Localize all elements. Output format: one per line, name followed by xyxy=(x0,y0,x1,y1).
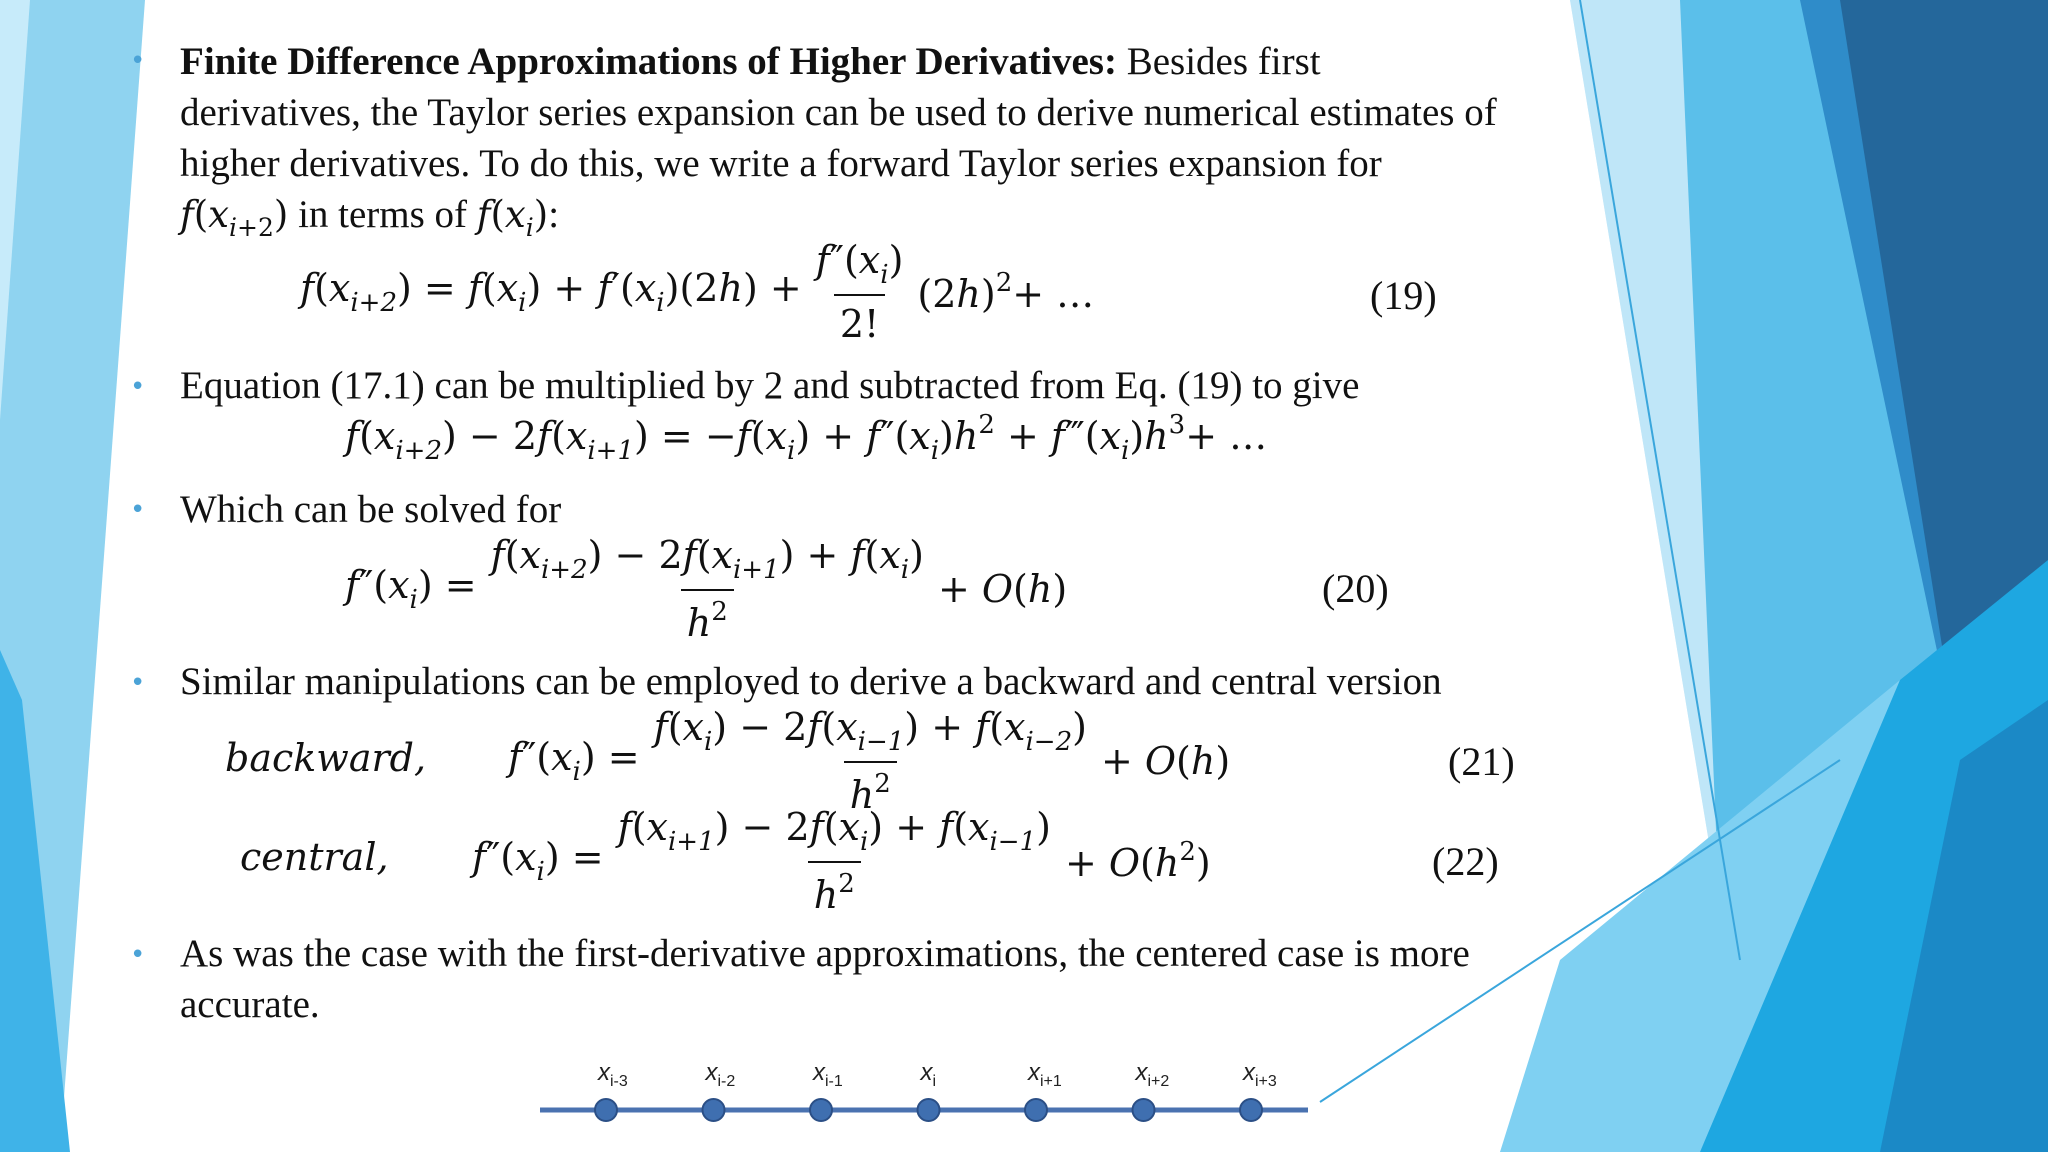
grid-node-label: $x_{i+1}$ xyxy=(1028,1059,1062,1090)
grid-node-point xyxy=(810,1099,832,1121)
equation-20: $f''(x_i)$ = $\frac{f(x_{i+2}) - 2f(x_{i+1}) + f(x_i)}{h^2}$ + O(h) xyxy=(345,533,1068,645)
grid-node-label: $x_{i-1}$ xyxy=(813,1059,843,1090)
equation-22-number: (22) xyxy=(1432,839,1499,884)
bullet-1-line4: $f(x_{i+2})$ in terms of $f(x_i)$: xyxy=(180,193,560,242)
grid-points-diagram xyxy=(540,1050,1320,1150)
grid-node-point xyxy=(1025,1099,1047,1121)
bullet-2-text: Equation (17.1) can be multiplied by 2 and subtracted from Eq. (19) to give xyxy=(180,364,1360,407)
equation-17-combined: $f(x_{i+2}) - 2f(x_{i+1}) = -f(x_i) + f''(x_i)h^2$ + $f‴(x_i)h^3+$ … xyxy=(345,410,1268,466)
bullet-marker: • xyxy=(130,668,146,698)
grid-node-point xyxy=(703,1099,725,1121)
grid-node-point xyxy=(595,1099,617,1121)
grid-node-label: $x_{i+3}$ xyxy=(1243,1059,1277,1090)
bullet-1-line3: higher derivatives. To do this, we write a forward Taylor series expansion for xyxy=(180,142,1382,185)
equation-22: $f''(x_i)$ = $\frac{f(x_{i+1}) - 2f(x_i) + f(x_{i-1})}{h^2}$ + $O(h^2)$ xyxy=(472,805,1211,917)
bullet-4-text: Similar manipulations can be employed to derive a backward and central version xyxy=(180,660,1442,703)
bullet-5-line1: As was the case with the first-derivative approximations, the centered case is more xyxy=(180,932,1470,975)
bullet-3-text: Which can be solved for xyxy=(180,488,562,531)
equation-19-number: (19) xyxy=(1370,273,1437,318)
central-label: central, xyxy=(240,835,389,879)
bullet-1-line1: Besides first xyxy=(1116,40,1321,83)
grid-node-label: $x_{i-3}$ xyxy=(598,1059,628,1090)
bullet-1-text xyxy=(180,36,1497,253)
bullet-1-line2: derivatives, the Taylor series expansion can be used to derive numerical estimates of xyxy=(180,91,1497,134)
bullet-marker: • xyxy=(130,940,146,970)
equation-19: $f(x_{i+2}) = f(x_i) + f'(x_i)(2h)$ + $\frac{f''(x_i)}{2!}$ $(2h)^2+$ … xyxy=(300,238,1095,346)
backward-label: backward, xyxy=(225,736,427,780)
bullet-marker: • xyxy=(130,372,146,402)
equation-20-number: (20) xyxy=(1322,566,1389,611)
grid-node-point xyxy=(918,1099,940,1121)
grid-node-label: $x_{i-2}$ xyxy=(705,1059,736,1090)
bullet-5-text xyxy=(180,928,1470,1030)
bullet-marker: • xyxy=(130,495,146,525)
equation-21-number: (21) xyxy=(1448,739,1515,784)
grid-node-point xyxy=(1240,1099,1262,1121)
bullet-5-line2: accurate. xyxy=(180,983,320,1026)
grid-node-label: $x_i$ xyxy=(920,1059,937,1090)
equation-21: $f''(x_i)$ = $\frac{f(x_i) - 2f(x_{i-1}) + f(x_{i-2})}{h^2}$ + O(h) xyxy=(508,705,1231,817)
bullet-1-heading: Finite Difference Approximations of Higher Derivatives: xyxy=(180,40,1117,83)
grid-node-point xyxy=(1133,1099,1155,1121)
bullet-marker: • xyxy=(130,46,146,76)
grid-node-label: $x_{i+2}$ xyxy=(1135,1059,1170,1090)
